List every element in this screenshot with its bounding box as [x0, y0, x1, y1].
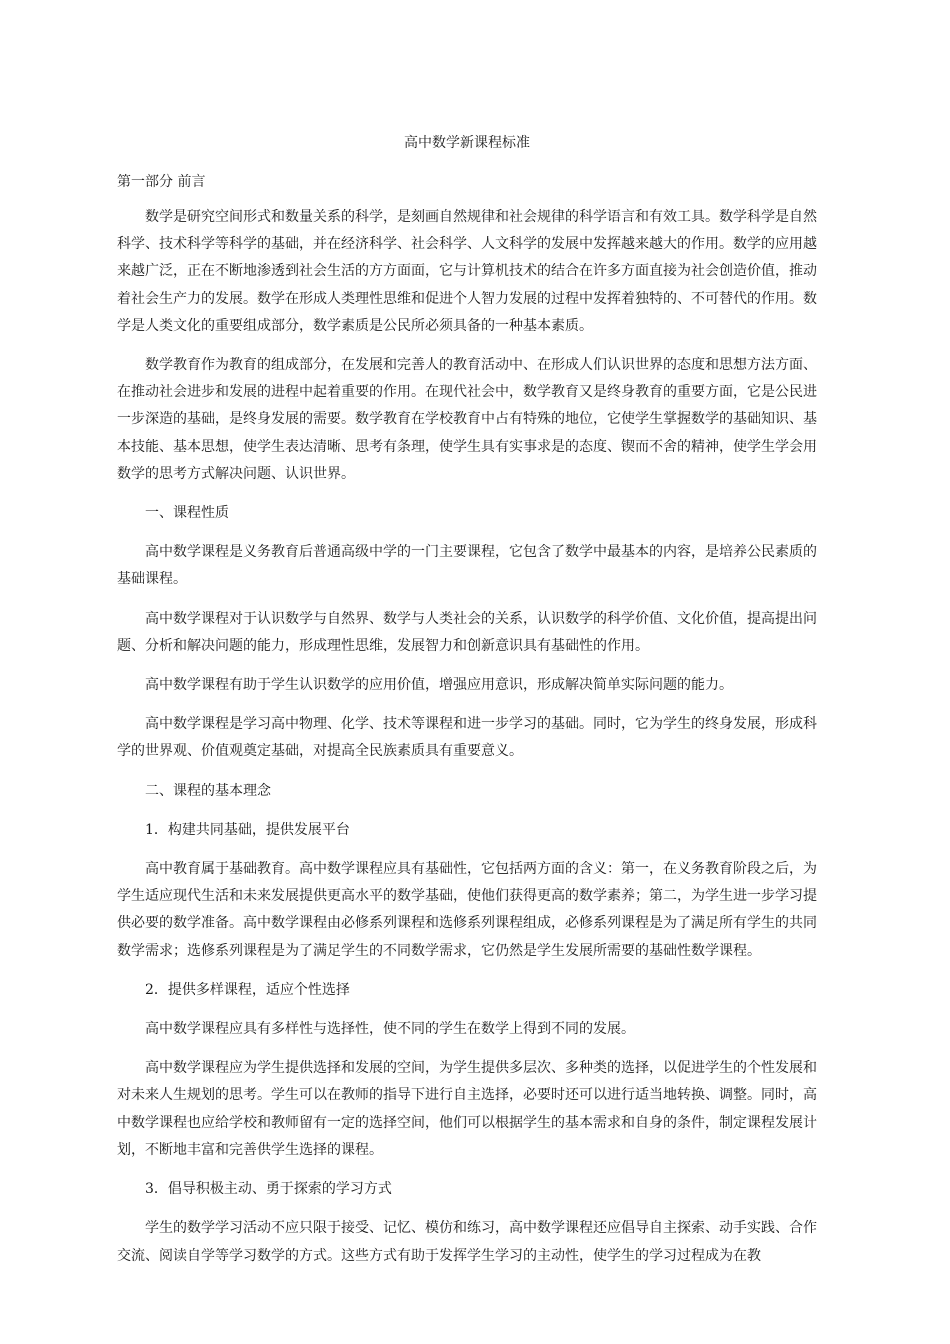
part-heading: 第一部分 前言 — [117, 174, 206, 190]
item1-paragraph: 高中教育属于基础教育。高中数学课程应具有基础性，它包括两方面的含义：第一，在义务教育阶段之后，为学生适应现代生活和未来发展提供更高水平的数学基础，使他们获得更高的数学素养；第二，为学生进一步学习提供必要的数学准备。高中数学课程由必修系列课程和选修系列课程组成，必修系列课程是为了满足所有学生的共同数学需求；选修系列课程是为了满足学生的不同数学需求，它仍然是学生发展所需要的基础性数学课程。 — [117, 861, 817, 959]
intro-paragraph-2: 数学教育作为教育的组成部分，在发展和完善人的教育活动中、在形成人们认识世界的态度和思想方法方面、在推动社会进步和发展的进程中起着重要的作用。在现代社会中，数学教育又是终身教育的重要方面，它是公民进一步深造的基础，是终身发展的需要。数学教育在学校教育中占有特殊的地位，它使学生掌握数学的基础知识、基本技能、基本思想，使学生表达清晰、思考有条理，使学生具有实事求是的态度、锲而不舍的精神，使学生学会用数学的思考方式解决问题、认识世界。 — [117, 357, 817, 482]
item2-paragraph-2: 高中数学课程应为学生提供选择和发展的空间，为学生提供多层次、多种类的选择，以促进学生的个性发展和对未来人生规划的思考。学生可以在教师的指导下进行自主选择，必要时还可以进行适当地转换、调整。同时，高中数学课程也应给学校和教师留有一定的选择空间，他们可以根据学生的基本需求和自身的条件，制定课程发展计划，不断地丰富和完善供学生选择的课程。 — [117, 1060, 817, 1158]
section-heading-nature: 一、课程性质 — [145, 505, 229, 522]
intro-paragraph-1: 数学是研究空间形式和数量关系的科学，是刻画自然规律和社会规律的科学语言和有效工具。数学科学是自然科学、技术科学等科学的基础，并在经济科学、社会科学、人文科学的发展中发挥越来越大的作用。数学的应用越来越广泛，正在不断地渗透到社会生活的方方面面，它与计算机技术的结合在许多方面直接为社会创造价值，推动着社会生产力的发展。数学在形成人类理性思维和促进个人智力发展的过程中发挥着独特的、不可替代的作用。数学是人类文化的重要组成部分，数学素质是公民所必须具备的一种基本素质。 — [117, 209, 817, 334]
item3-heading: 3．倡导积极主动、勇于探索的学习方式 — [145, 1181, 392, 1198]
item3-paragraph: 学生的数学学习活动不应只限于接受、记忆、模仿和练习，高中数学课程还应倡导自主探索、动手实践、合作交流、阅读自学等学习数学的方式。这些方式有助于发挥学生学习的主动性，使学生的学习过程成为在教 — [117, 1220, 817, 1264]
section-heading-principles: 二、课程的基本理念 — [145, 782, 271, 799]
item2-heading: 2．提供多样课程，适应个性选择 — [145, 981, 350, 998]
item1-heading: 1．构建共同基础，提供发展平台 — [145, 821, 350, 838]
section1-paragraph-4: 高中数学课程是学习高中物理、化学、技术等课程和进一步学习的基础。同时，它为学生的终身发展，形成科学的世界观、价值观奠定基础，对提高全民族素质具有重要意义。 — [117, 716, 817, 760]
document-body — [117, 204, 817, 1282]
section1-paragraph-3: 高中数学课程有助于学生认识数学的应用价值，增强应用意识，形成解决简单实际问题的能力。 — [145, 677, 733, 694]
document-title: 高中数学新课程标准 — [404, 135, 530, 151]
item2-paragraph-1: 高中数学课程应具有多样性与选择性，使不同的学生在数学上得到不同的发展。 — [145, 1021, 635, 1038]
section1-paragraph-1: 高中数学课程是义务教育后普通高级中学的一门主要课程，它包含了数学中最基本的内容，是培养公民素质的基础课程。 — [117, 544, 817, 588]
section1-paragraph-2: 高中数学课程对于认识数学与自然界、数学与人类社会的关系，认识数学的科学价值、文化价值，提高提出问题、分析和解决问题的能力，形成理性思维，发展智力和创新意识具有基础性的作用。 — [117, 610, 817, 654]
